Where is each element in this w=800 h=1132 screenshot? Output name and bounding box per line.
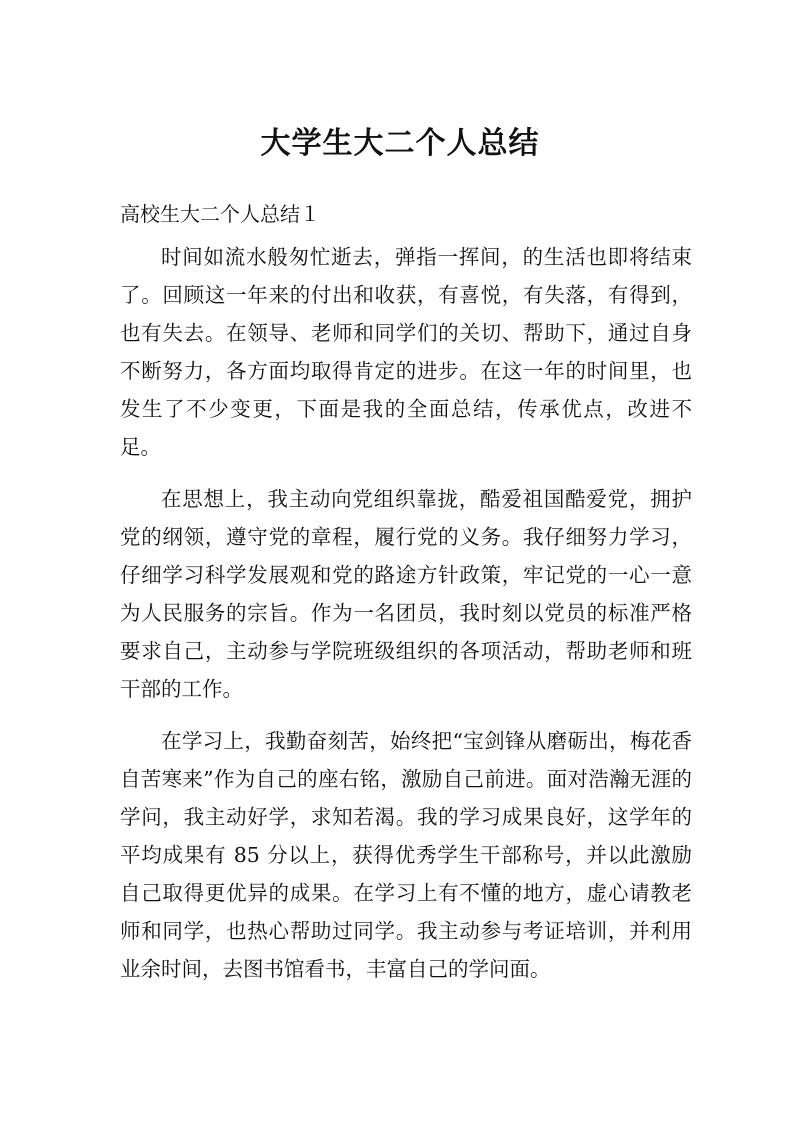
document-title: 大学生大二个人总结: [260, 126, 540, 161]
paragraph-1: 时间如流水般匆忙逝去，弹指一挥间，的生活也即将结束了。回顾这一年来的付出和收获，有喜悦，有失落，有得到，也有失去。在领导、老师和同学们的关切、帮助下，通过自身不断努力，各方面均取得肯定的进步。在这一年的时间里，也发生了不少变更，下面是我的全面总结，传承优点，改进不足。: [120, 245, 692, 459]
paragraph-3: 在学习上，我勤奋刻苦，始终把“宝剑锋从磨砺出，梅花香自苦寒来”作为自己的座右铭，激励自己前进。面对浩瀚无涯的学问，我主动好学，求知若渴。我的学习成果良好，这学年的平均成果有 85 分以上，获得优秀学生干部称号，并以此激励自己取得更优异的成果。在学习上有不懂的地方，虚心请教老师和同学，也热心帮助过同学。我主动参与考证培训，并利用业余时间，去图书馆看书，丰富自己的学问面。: [120, 729, 692, 981]
paragraph-2: 在思想上，我主动向党组织靠拢，酷爱祖国酷爱党，拥护党的纲领，遵守党的章程，履行党的义务。我仔细努力学习，仔细学习科学发展观和党的路途方针政策，牢记党的一心一意为人民服务的宗旨。作为一名团员，我时刻以党员的标准严格要求自己，主动参与学院班级组织的各项活动，帮助老师和班干部的工作。: [120, 487, 692, 701]
section-heading: 高校生大二个人总结１: [120, 202, 320, 226]
document-body: [120, 238, 692, 1002]
